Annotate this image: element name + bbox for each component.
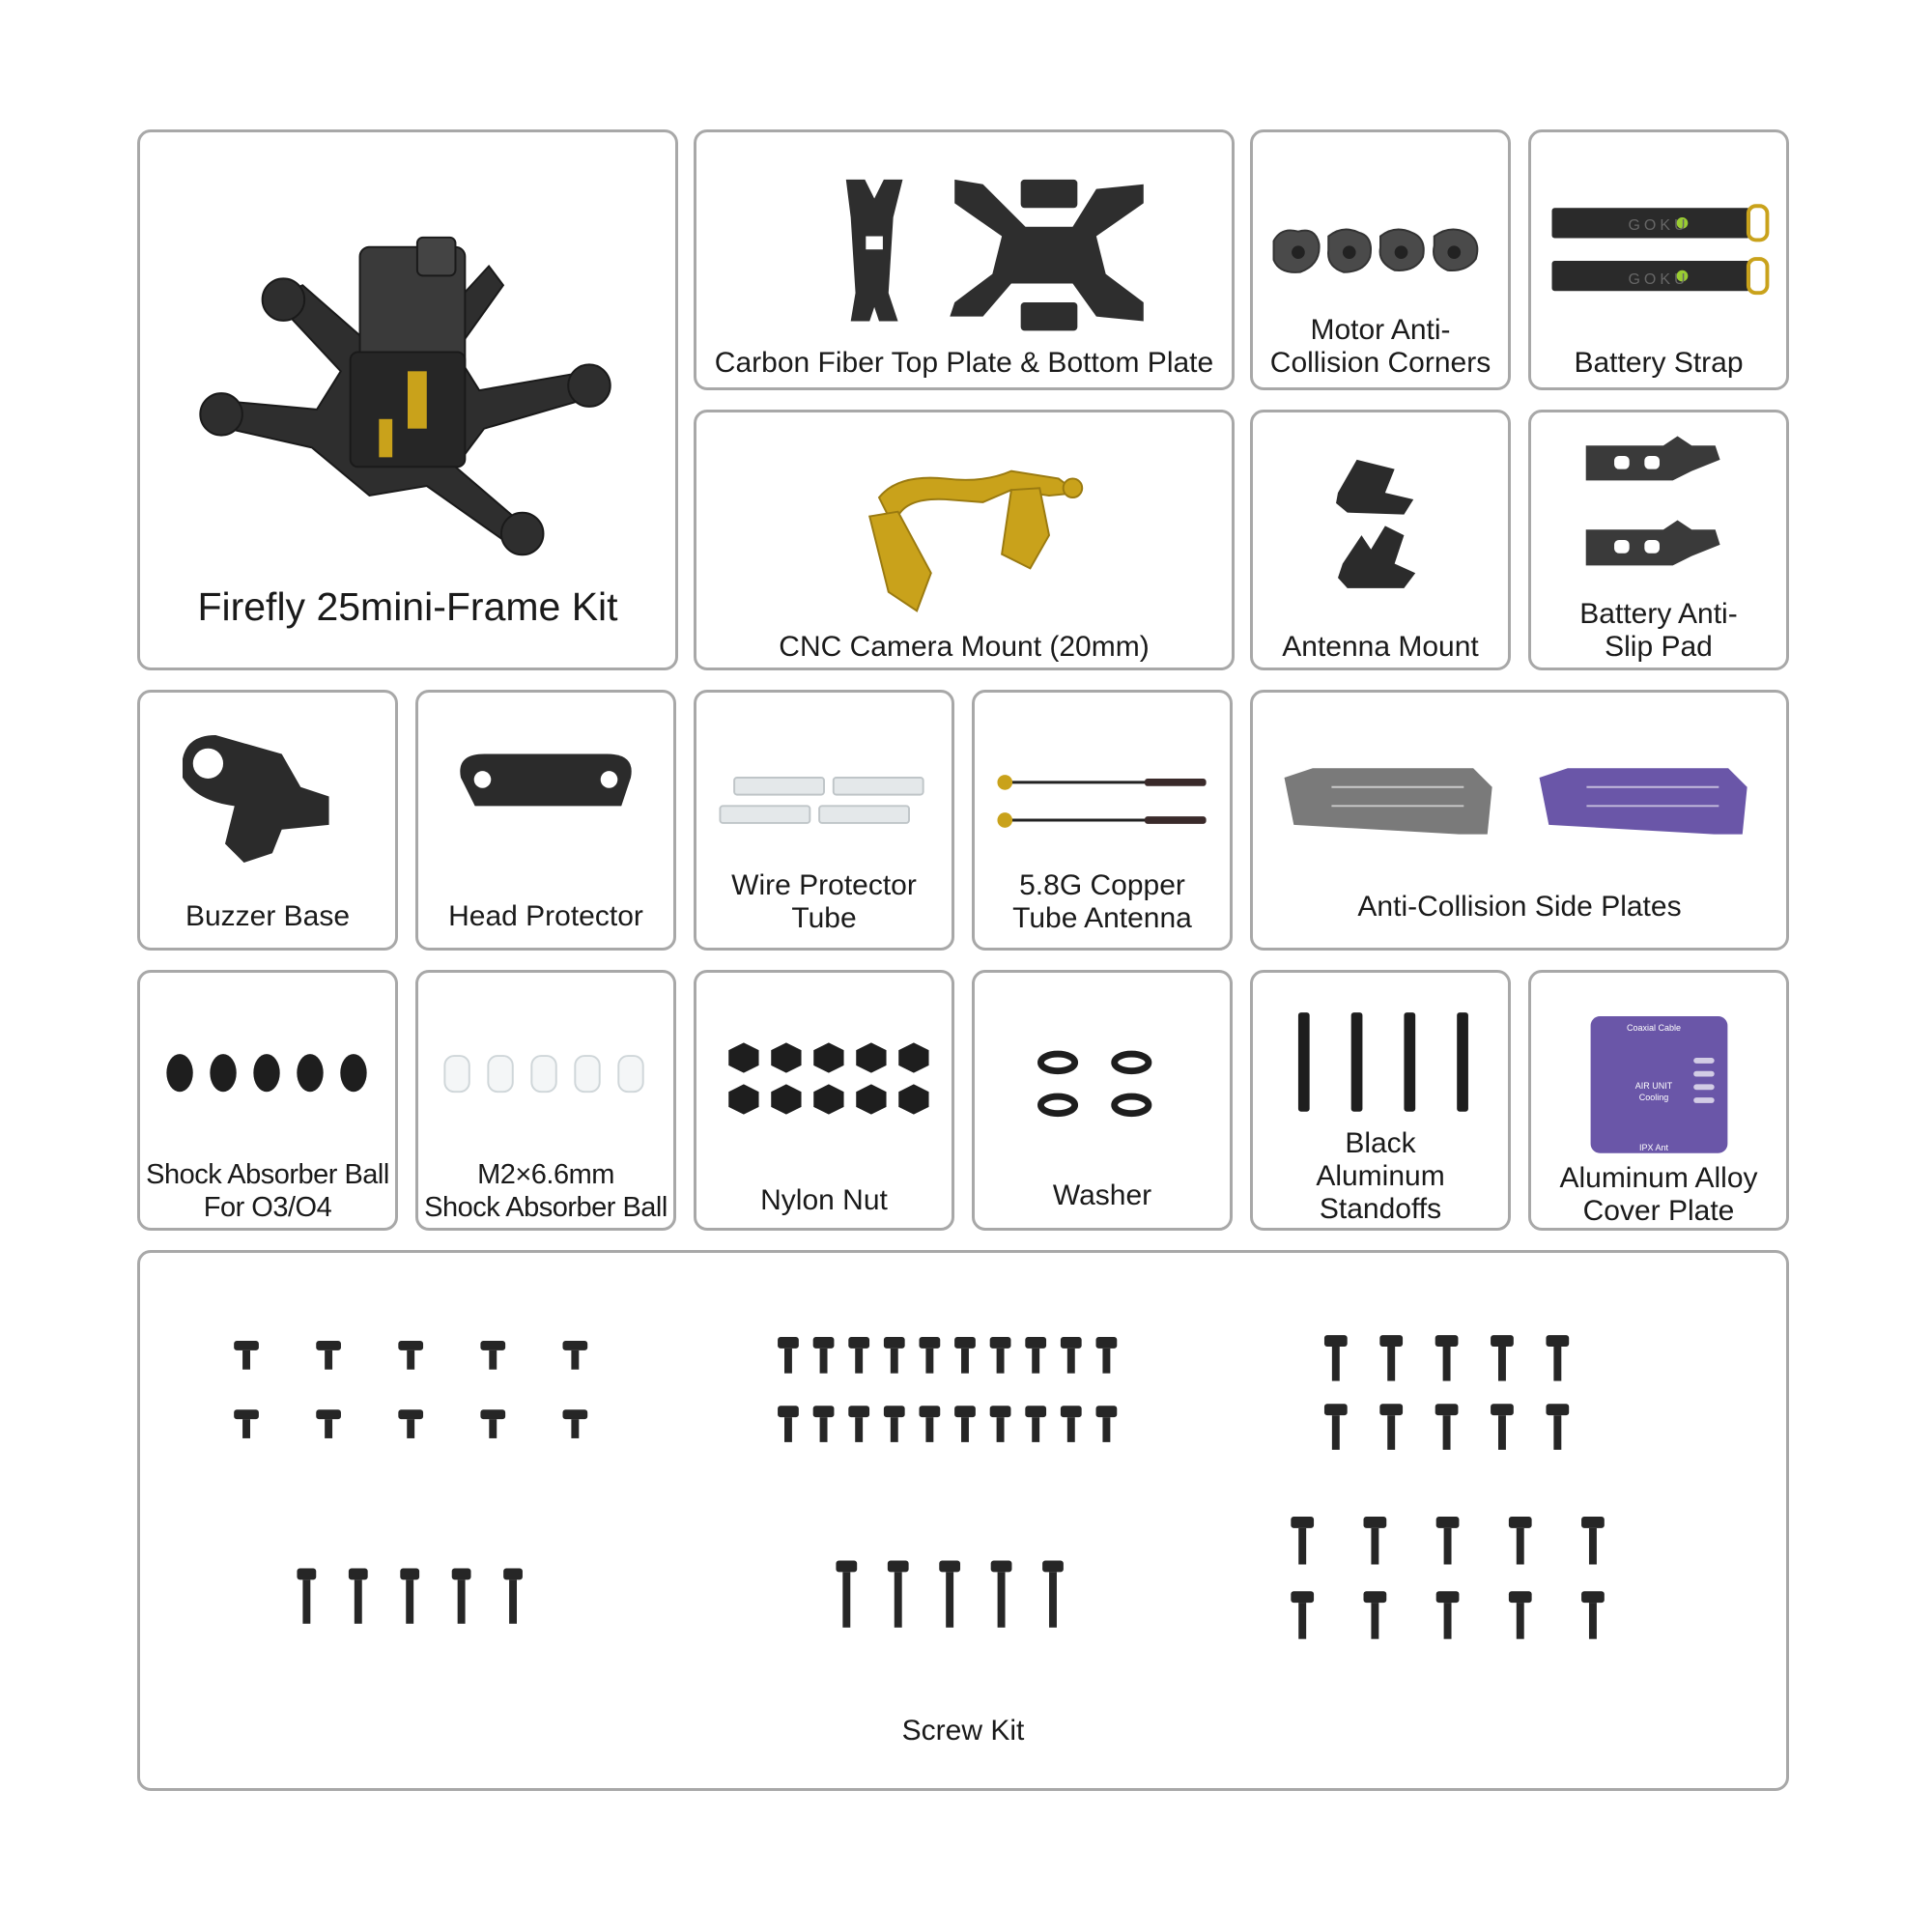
- antenna-mount-label: Antenna Mount: [1282, 631, 1479, 663]
- screw-icon: [848, 1337, 869, 1374]
- shock-ball-o3-label-1: Shock Absorber Ball: [146, 1159, 389, 1190]
- part-card-nylon-nut: [694, 970, 954, 1231]
- screw-icon: [1096, 1337, 1118, 1374]
- cover-plate-label-2: Cover Plate: [1582, 1195, 1735, 1227]
- screw-icon: [1581, 1517, 1605, 1564]
- battery-pad-label-1: Battery Anti-: [1579, 598, 1738, 630]
- frame-kit-label: Firefly 25mini-Frame Kit: [197, 584, 618, 629]
- wire-tube-label-2: Tube: [791, 902, 857, 934]
- cover-plate-label-1: Aluminum Alloy: [1559, 1162, 1758, 1194]
- screw-icon: [1364, 1591, 1387, 1638]
- screw-icon: [778, 1337, 799, 1374]
- part-card-shock-ball-m2: [415, 970, 676, 1231]
- screw-icon: [1509, 1591, 1532, 1638]
- wire-tube-label-1: Wire Protector: [731, 869, 917, 901]
- screw-icon: [848, 1406, 869, 1442]
- screw-icon: [1364, 1517, 1387, 1564]
- side-plates-label: Anti-Collision Side Plates: [1357, 891, 1682, 923]
- camera-mount-label: CNC Camera Mount (20mm): [779, 631, 1150, 663]
- screw-icon: [1546, 1335, 1569, 1380]
- part-card-battery-pad: [1528, 410, 1789, 670]
- screw-icon: [1061, 1337, 1082, 1374]
- screw-icon: [836, 1561, 857, 1628]
- battery-strap-brand-1: GOKU: [1628, 217, 1690, 234]
- shock-ball-m2-label-2: Shock Absorber Ball: [424, 1192, 668, 1223]
- plates-label: Carbon Fiber Top Plate & Bottom Plate: [714, 347, 1214, 379]
- head-protector-label: Head Protector: [448, 900, 643, 932]
- motor-corners-label-1: Motor Anti-: [1310, 314, 1451, 346]
- screw-icon: [316, 1341, 341, 1370]
- standoffs-label-2: Aluminum: [1316, 1160, 1445, 1192]
- screw-icon: [813, 1337, 835, 1374]
- part-card-camera-mount: [694, 410, 1235, 670]
- battery-strap-label: Battery Strap: [1574, 347, 1744, 379]
- screw-icon: [1435, 1335, 1459, 1380]
- screw-icon: [1436, 1591, 1460, 1638]
- screw-kit-label: Screw Kit: [901, 1715, 1025, 1747]
- part-card-frame-kit: [137, 129, 678, 670]
- buzzer-base-label: Buzzer Base: [185, 900, 351, 932]
- screw-icon: [562, 1409, 587, 1438]
- cover-plate-print-1: Coaxial Cable: [1626, 1023, 1682, 1033]
- screw-icon: [480, 1341, 505, 1370]
- battery-strap-brand-2: GOKU: [1628, 271, 1690, 288]
- screw-icon: [1025, 1406, 1046, 1442]
- standoffs-label-1: Black: [1345, 1127, 1416, 1159]
- screw-icon: [1324, 1335, 1348, 1380]
- shock-ball-m2-label-1: M2×6.6mm: [477, 1159, 614, 1190]
- screw-icon: [813, 1406, 835, 1442]
- antenna-mount-image: [1253, 412, 1508, 668]
- shock-ball-o3-label-2: For O3/O4: [203, 1192, 332, 1223]
- screw-icon: [1491, 1404, 1514, 1449]
- screw-icon: [1581, 1591, 1605, 1638]
- screw-icon: [398, 1341, 423, 1370]
- screw-icon: [990, 1406, 1011, 1442]
- screw-icon: [884, 1337, 905, 1374]
- screw-icon: [1042, 1561, 1064, 1628]
- screw-icon: [1061, 1406, 1082, 1442]
- screw-kit-image: [140, 1253, 1786, 1788]
- screw-icon: [398, 1409, 423, 1438]
- screw-icon: [234, 1409, 259, 1438]
- screw-icon: [562, 1341, 587, 1370]
- screw-icon: [297, 1568, 316, 1623]
- part-card-cover-plate: [1528, 970, 1789, 1231]
- screw-icon: [884, 1406, 905, 1442]
- part-card-side-plates: [1250, 690, 1789, 951]
- part-card-screw-kit: [137, 1250, 1789, 1791]
- screw-icon: [1435, 1404, 1459, 1449]
- screw-icon: [954, 1406, 976, 1442]
- screw-icon: [1025, 1337, 1046, 1374]
- part-card-battery-strap: [1528, 129, 1789, 390]
- part-card-motor-corners: [1250, 129, 1511, 390]
- part-card-head-protector: [415, 690, 676, 951]
- battery-pad-label-2: Slip Pad: [1605, 631, 1713, 663]
- standoffs-label-3: Standoffs: [1319, 1193, 1442, 1225]
- screw-icon: [1509, 1517, 1532, 1564]
- screw-icon: [1436, 1517, 1460, 1564]
- screw-icon: [919, 1406, 940, 1442]
- copper-antenna-label-2: Tube Antenna: [1012, 902, 1192, 934]
- screw-icon: [452, 1568, 471, 1623]
- screw-icon: [1379, 1404, 1403, 1449]
- part-card-plates: [694, 129, 1235, 390]
- screw-icon: [1491, 1335, 1514, 1380]
- screw-icon: [954, 1337, 976, 1374]
- cover-plate-print-4: IPX Ant: [1638, 1143, 1669, 1152]
- nylon-nut-label: Nylon Nut: [760, 1184, 888, 1216]
- part-card-buzzer-base: [137, 690, 398, 951]
- screw-icon: [234, 1341, 259, 1370]
- screw-icon: [1324, 1404, 1348, 1449]
- screw-icon: [1291, 1517, 1314, 1564]
- part-card-copper-antenna: [972, 690, 1233, 951]
- screw-icon: [349, 1568, 368, 1623]
- screw-icon: [480, 1409, 505, 1438]
- part-card-antenna-mount: [1250, 410, 1511, 670]
- screw-icon: [778, 1406, 799, 1442]
- copper-antenna-label-1: 5.8G Copper: [1019, 869, 1185, 901]
- screw-icon: [503, 1568, 523, 1623]
- part-card-shock-ball-o3: [137, 970, 398, 1231]
- part-card-washer: [972, 970, 1233, 1231]
- screw-icon: [919, 1337, 940, 1374]
- screw-icon: [939, 1561, 960, 1628]
- camera-mount-image: [696, 412, 1232, 668]
- motor-corners-label-2: Collision Corners: [1269, 347, 1492, 379]
- screw-icon: [990, 1337, 1011, 1374]
- screw-icon: [888, 1561, 909, 1628]
- screw-icon: [1096, 1406, 1118, 1442]
- cover-plate-print-3: Cooling: [1638, 1093, 1669, 1102]
- screw-icon: [400, 1568, 419, 1623]
- screw-icon: [1291, 1591, 1314, 1638]
- cover-plate-print-2: AIR UNIT: [1634, 1081, 1673, 1091]
- screw-icon: [1379, 1335, 1403, 1380]
- washer-label: Washer: [1052, 1179, 1152, 1211]
- screw-icon: [991, 1561, 1012, 1628]
- part-card-wire-tube: [694, 690, 954, 951]
- screw-icon: [1546, 1404, 1569, 1449]
- part-card-standoffs: [1250, 970, 1511, 1231]
- screw-icon: [316, 1409, 341, 1438]
